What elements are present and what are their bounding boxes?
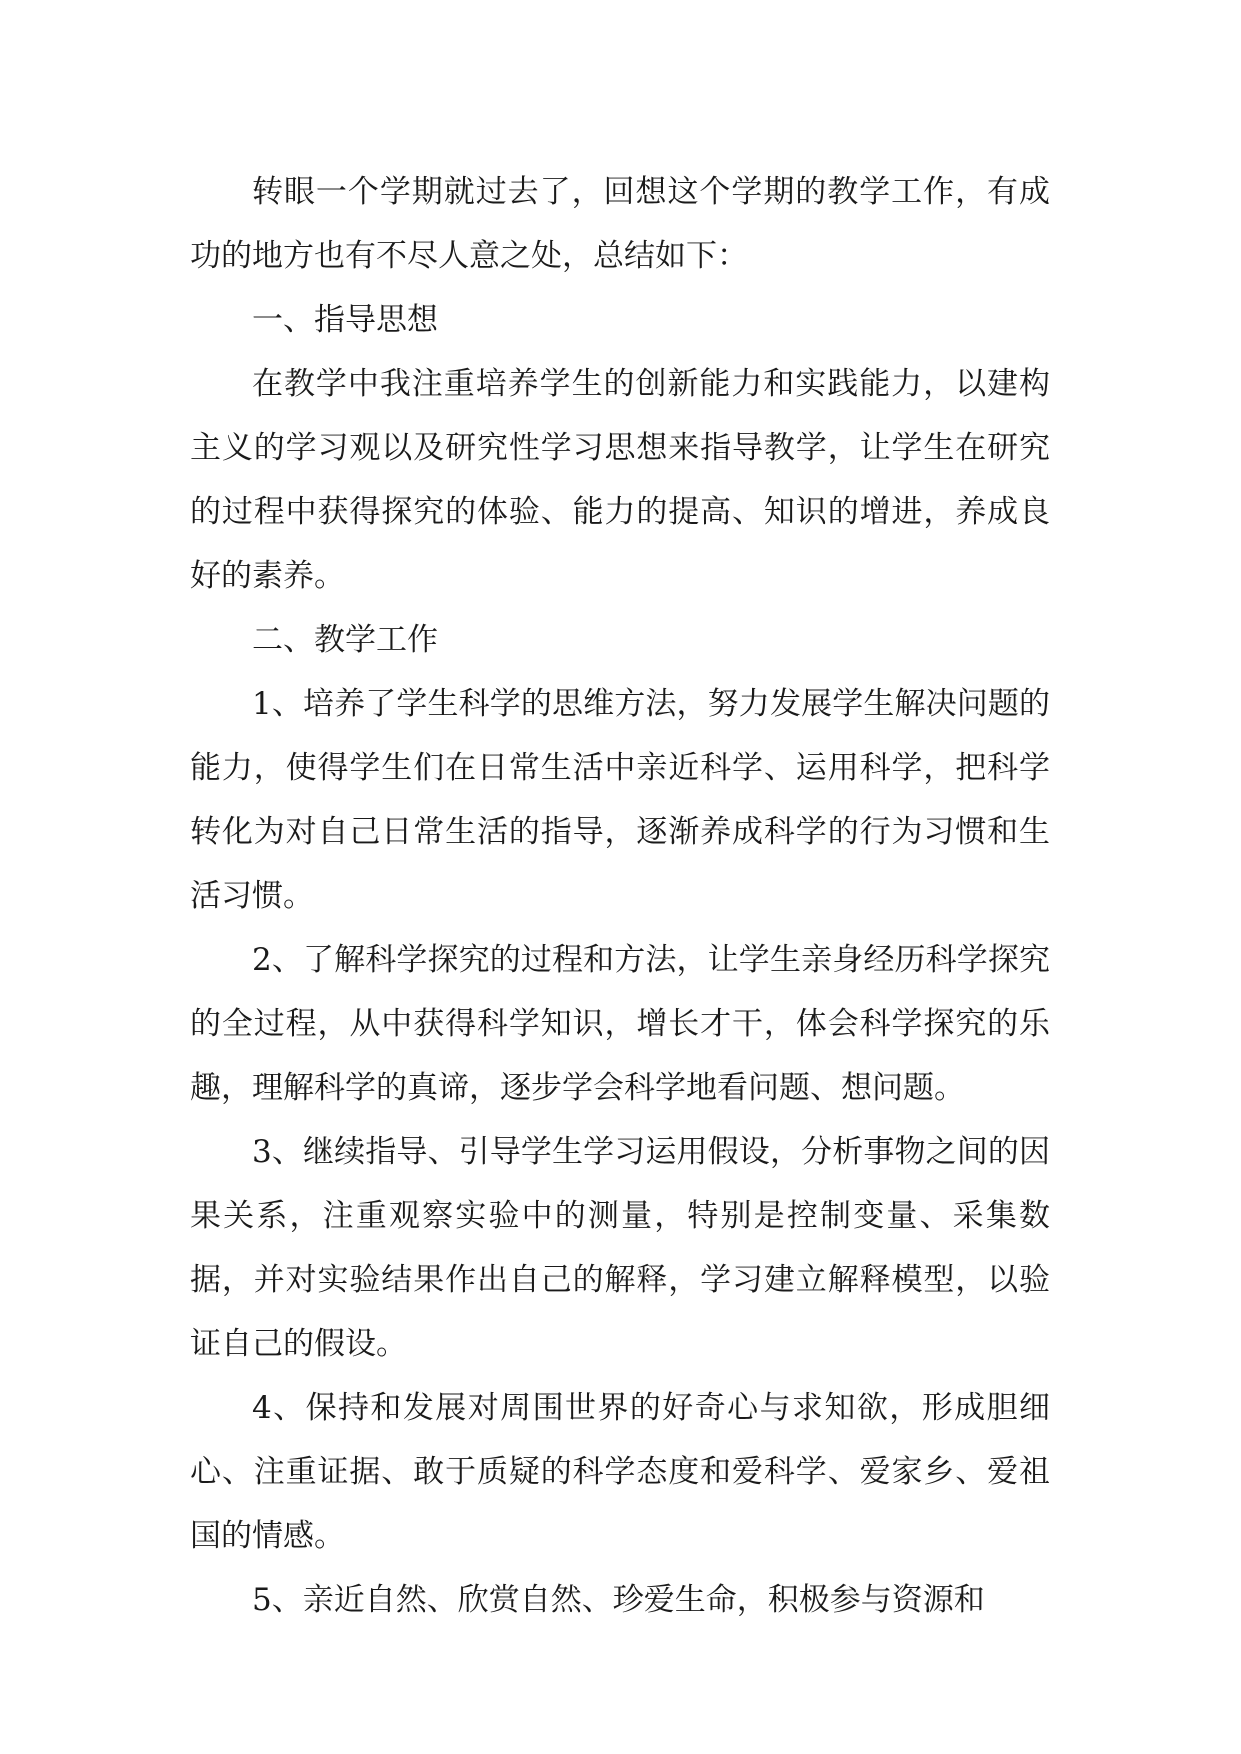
section-heading-guiding-thought: 一、指导思想 xyxy=(252,302,438,338)
teaching-item-2: 2、了解科学探究的过程和方法，让学生亲身经历科学探究的全过程，从中获得科学知识，增长才干，体会科学探究的乐趣，理解科学的真谛，逐步学会科学地看问题、想问题。 xyxy=(190,942,1050,1106)
teaching-item-5: 5、亲近自然、欣赏自然、珍爱生命，积极参与资源和 xyxy=(252,1582,985,1618)
guiding-thought-paragraph: 在教学中我注重培养学生的创新能力和实践能力，以建构主义的学习观以及研究性学习思想来指导教学，让学生在研究的过程中获得探究的体验、能力的提高、知识的增进，养成良好的素养。 xyxy=(190,366,1050,594)
document-body xyxy=(190,160,1050,1632)
teaching-item-3: 3、继续指导、引导学生学习运用假设，分析事物之间的因果关系，注重观察实验中的测量，特别是控制变量、采集数据，并对实验结果作出自己的解释，学习建立解释模型，以验证自己的假设。 xyxy=(190,1134,1050,1362)
teaching-item-4: 4、保持和发展对周围世界的好奇心与求知欲，形成胆细心、注重证据、敢于质疑的科学态度和爱科学、爱家乡、爱祖国的情感。 xyxy=(190,1390,1050,1554)
intro-paragraph: 转眼一个学期就过去了，回想这个学期的教学工作，有成功的地方也有不尽人意之处，总结如下： xyxy=(190,174,1050,274)
teaching-item-1: 1、培养了学生科学的思维方法，努力发展学生解决问题的能力，使得学生们在日常生活中亲近科学、运用科学，把科学转化为对自己日常生活的指导，逐渐养成科学的行为习惯和生活习惯。 xyxy=(190,686,1050,914)
section-heading-teaching-work: 二、教学工作 xyxy=(252,622,438,658)
